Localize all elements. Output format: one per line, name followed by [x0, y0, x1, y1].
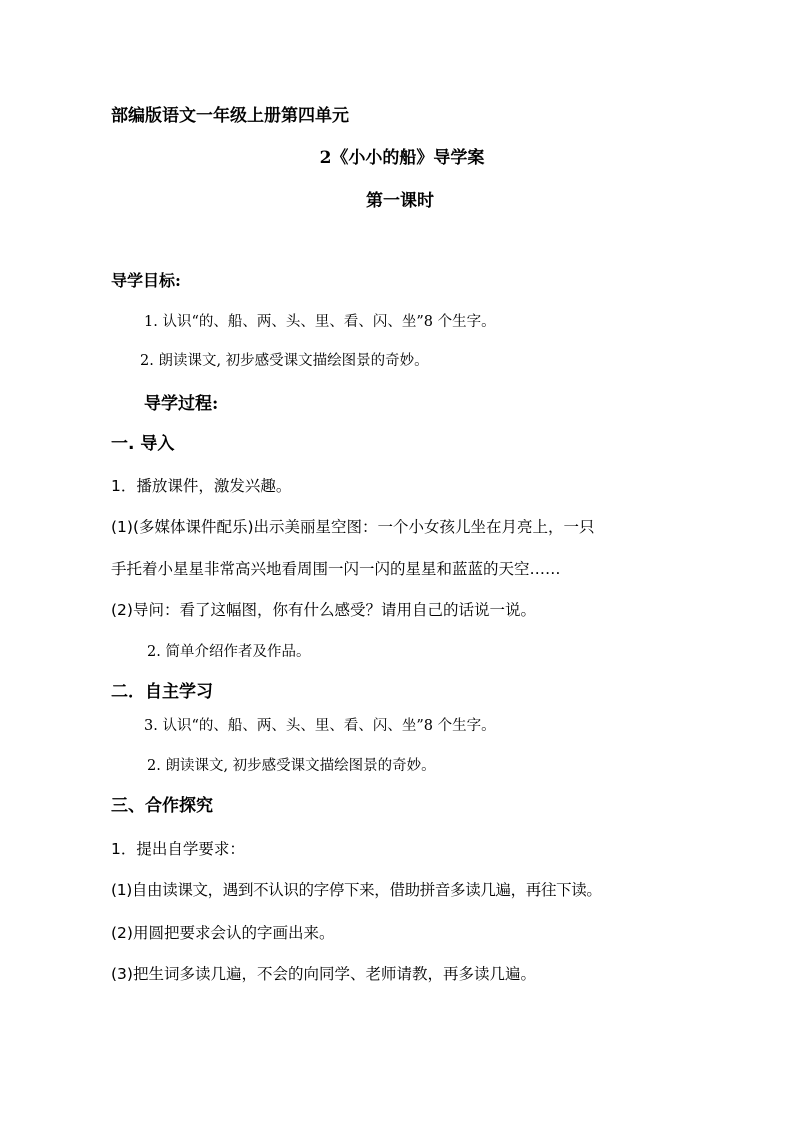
paragraph-line: 2. 简单介绍作者及作品。 [147, 644, 311, 660]
document-subject: 部编版语文一年级上册第四单元 [111, 106, 349, 126]
paragraph-line: (2)导问：看了这幅图，你有什么感受？请用自己的话说一说。 [111, 601, 536, 619]
paragraph-line: 3. 认识“的、船、两、头、里、看、闪、坐”8 个生字。 [144, 718, 496, 734]
goal-item: 1. 认识“的、船、两、头、里、看、闪、坐”8 个生字。 [144, 314, 496, 330]
lesson-period: 第一课时 [366, 191, 434, 211]
section-heading-intro: 一. 导入 [111, 434, 175, 454]
section-heading-self-study: 二．自主学习 [111, 682, 213, 702]
paragraph-line: (3)把生词多读几遍，不会的向同学、老师请教，再多读几遍。 [111, 965, 536, 983]
document-title: 2《小小的船》导学案 [319, 148, 485, 168]
goals-heading: 导学目标: [111, 271, 181, 290]
paragraph-line: (2)用圆把要求会认的字画出来。 [111, 924, 335, 942]
section-heading-cooperation: 三、合作探究 [111, 796, 213, 816]
paragraph-line: 1．播放课件，激发兴趣。 [111, 477, 292, 495]
paragraph-line: 手托着小星星非常高兴地看周围一闪一闪的星星和蓝蓝的天空…… [111, 560, 561, 578]
paragraph-line: (1)自由读课文，遇到不认识的字停下来，借助拼音多读几遍，再往下读。 [111, 881, 602, 899]
paragraph-line: (1)(多媒体课件配乐)出示美丽星空图：一个小女孩儿坐在月亮上，一只 [111, 518, 595, 536]
process-heading: 导学过程: [144, 394, 219, 414]
paragraph-line: 2. 朗读课文, 初步感受课文描绘图景的奇妙。 [147, 758, 436, 774]
goal-item: 2. 朗读课文, 初步感受课文描绘图景的奇妙。 [140, 353, 429, 369]
paragraph-line: 1．提出自学要求： [111, 840, 245, 858]
